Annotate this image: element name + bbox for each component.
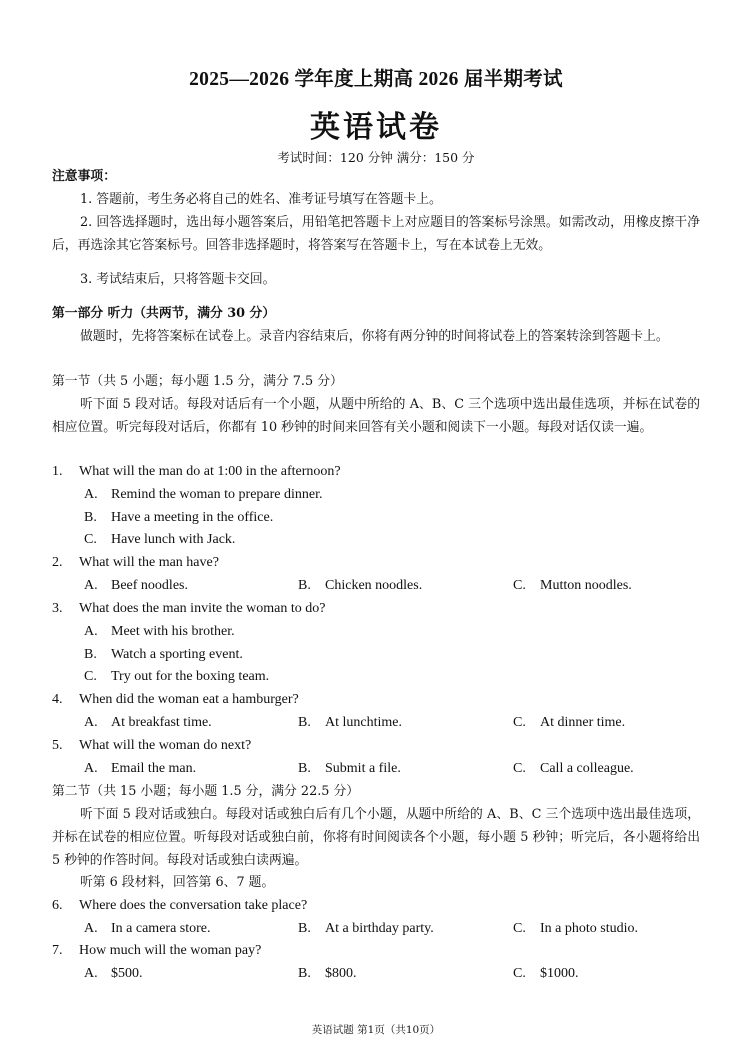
- option-letter: A.: [84, 714, 98, 730]
- question-1: [52, 461, 341, 484]
- section2-intro-text: 听下面 5 段对话或独白。每段对话或独白后有几个小题，从题中所给的 A、B、C 三个选项中选出最佳选项，并标在试卷的相应位置。听每段对话或独白前，你将有时间阅读各个小题，每小题 5 秒钟；听完后，各小题将给出 5 秒钟的作答时间。每段对话或独白读两遍。: [52, 807, 700, 868]
- option-letter: C.: [513, 714, 526, 730]
- question-1-option-a: [84, 484, 323, 507]
- question-7-option-b: [298, 963, 357, 986]
- option-text: $500.: [111, 965, 143, 981]
- part1-heading: 第一部分 听力（共两节，满分 30 分）: [52, 306, 276, 321]
- section1-heading: 第一节（共 5 小题；每小题 1.5 分，满分 7.5 分）: [52, 374, 343, 389]
- section2-intro: [52, 804, 700, 872]
- question-text: What will the man have?: [79, 555, 219, 570]
- option-letter: A.: [84, 623, 98, 639]
- option-text: At dinner time.: [540, 714, 626, 730]
- option-text: Email the man.: [111, 760, 197, 776]
- option-letter: B.: [298, 577, 311, 593]
- option-text: Meet with his brother.: [111, 623, 235, 639]
- question-1-option-c: [84, 529, 235, 552]
- option-letter: A.: [84, 920, 98, 936]
- option-letter: B.: [84, 646, 97, 662]
- question-number: 4.: [52, 692, 63, 707]
- page-footer: 英语试题 第1页（共10页）: [311, 1024, 441, 1036]
- option-letter: C.: [513, 920, 526, 936]
- question-text: What will the woman do next?: [79, 738, 252, 753]
- question-1-option-b: [84, 507, 273, 530]
- option-text: In a camera store.: [111, 920, 211, 936]
- option-letter: C.: [84, 532, 97, 548]
- option-letter: A.: [84, 760, 98, 776]
- question-7: [52, 940, 261, 963]
- question-4-option-a: [84, 712, 212, 735]
- question-3: [52, 598, 326, 621]
- notes-heading: 注意事项：: [52, 169, 116, 184]
- option-text: Have lunch with Jack.: [111, 532, 236, 548]
- question-5-option-a: [84, 758, 196, 781]
- question-number: 3.: [52, 601, 63, 616]
- option-text: Beef noodles.: [111, 577, 188, 593]
- notes-item-1: 1. 答题前，考生务必将自己的姓名、准考证号填写在答题卡上。: [80, 192, 442, 207]
- question-7-option-c: [513, 963, 579, 986]
- question-2-option-a: [84, 575, 188, 598]
- option-text: At lunchtime.: [325, 714, 402, 730]
- option-text: Call a colleague.: [540, 760, 634, 776]
- question-6-option-b: [298, 918, 434, 941]
- option-text: Have a meeting in the office.: [111, 509, 274, 525]
- question-number: 1.: [52, 464, 63, 479]
- question-6-option-c: [513, 918, 638, 941]
- option-text: Remind the woman to prepare dinner.: [111, 486, 323, 502]
- question-6-option-a: [84, 918, 211, 941]
- option-letter: B.: [298, 760, 311, 776]
- option-text: Mutton noodles.: [540, 577, 632, 593]
- question-6: [52, 895, 307, 918]
- notes-item-2: [52, 212, 700, 258]
- question-3-option-b: [84, 644, 243, 667]
- option-text: Submit a file.: [325, 760, 401, 776]
- question-number: 2.: [52, 555, 63, 570]
- option-letter: B.: [298, 965, 311, 981]
- option-text: At a birthday party.: [325, 920, 434, 936]
- option-text: Try out for the boxing team.: [111, 669, 270, 685]
- part1-intro-text: 做题时，先将答案标在试卷上。录音内容结束后，你将有两分钟的时间将试卷上的答案转涂到答题卡上。: [80, 329, 669, 344]
- question-4-option-c: [513, 712, 625, 735]
- exam-time-score: 考试时间：120 分钟 满分：150 分: [277, 150, 475, 165]
- question-text: Where does the conversation take place?: [79, 898, 308, 913]
- question-2-option-b: [298, 575, 422, 598]
- question-3-option-a: [84, 621, 235, 644]
- question-text: When did the woman eat a hamburger?: [79, 692, 299, 707]
- option-letter: A.: [84, 486, 98, 502]
- exam-title: 英语试卷: [310, 110, 442, 145]
- question-5: [52, 735, 251, 758]
- question-number: 5.: [52, 738, 63, 753]
- option-text: $1000.: [540, 965, 579, 981]
- option-letter: A.: [84, 577, 98, 593]
- question-2: [52, 552, 219, 575]
- material-6-instruction: 听第 6 段材料，回答第 6、7 题。: [80, 875, 275, 890]
- question-2-option-c: [513, 575, 632, 598]
- option-letter: B.: [84, 509, 97, 525]
- option-text: $800.: [325, 965, 357, 981]
- question-5-option-b: [298, 758, 401, 781]
- section1-intro-text: 听下面 5 段对话。每段对话后有一个小题，从题中所给的 A、B、C 三个选项中选出最佳选项，并标在试卷的相应位置。听完每段对话后，你都有 10 秒钟的时间来回答有关小题和阅读下一小题。每段对话仅读一遍。: [52, 397, 700, 435]
- option-text: Watch a sporting event.: [111, 646, 243, 662]
- section1-intro: [52, 394, 700, 440]
- option-letter: A.: [84, 965, 98, 981]
- notes-item-3: 3. 考试结束后，只将答题卡交回。: [80, 272, 276, 287]
- question-text: What does the man invite the woman to do?: [79, 601, 326, 616]
- question-number: 7.: [52, 943, 63, 958]
- option-text: Chicken noodles.: [325, 577, 423, 593]
- option-letter: C.: [513, 760, 526, 776]
- question-text: What will the man do at 1:00 in the afternoon?: [79, 464, 341, 479]
- question-7-option-a: [84, 963, 143, 986]
- question-text: How much will the woman pay?: [79, 943, 262, 958]
- part1-intro: [52, 326, 700, 349]
- option-letter: C.: [84, 669, 97, 685]
- option-letter: C.: [513, 965, 526, 981]
- option-text: At breakfast time.: [111, 714, 212, 730]
- question-4: [52, 689, 299, 712]
- question-number: 6.: [52, 898, 63, 913]
- section2-heading: 第二节（共 15 小题；每小题 1.5 分，满分 22.5 分）: [52, 784, 360, 799]
- question-3-option-c: [84, 666, 269, 689]
- question-4-option-b: [298, 712, 402, 735]
- exam-header-line: 2025—2026 学年度上期高 2026 届半期考试: [189, 69, 563, 90]
- option-text: In a photo studio.: [540, 920, 638, 936]
- notes-item-2-text: 2. 回答选择题时，选出每小题答案后，用铅笔把答题卡上对应题目的答案标号涂黑。如需改动，用橡皮擦干净后，再选涂其它答案标号。回答非选择题时，将答案写在答题卡上，写在本试卷上无效。: [52, 215, 700, 253]
- option-letter: B.: [298, 714, 311, 730]
- option-letter: B.: [298, 920, 311, 936]
- option-letter: C.: [513, 577, 526, 593]
- question-5-option-c: [513, 758, 634, 781]
